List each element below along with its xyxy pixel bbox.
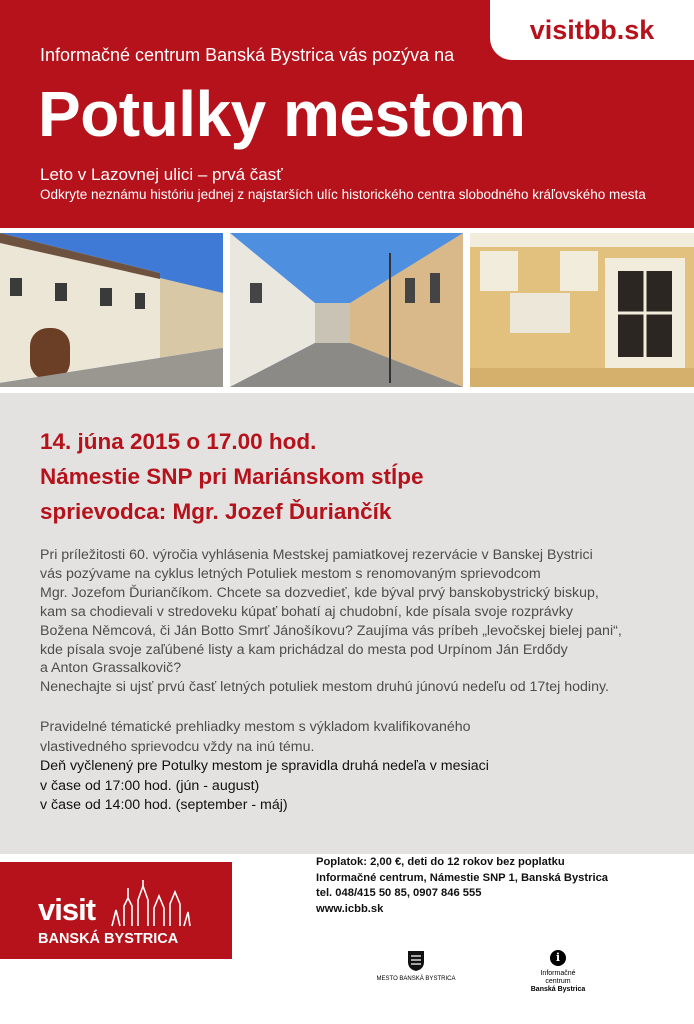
address-line: Informačné centrum, Námestie SNP 1, Banská Bystrica bbox=[316, 871, 609, 884]
event-guide: sprievodca: Mgr. Jozef Ďuriančík bbox=[40, 499, 392, 524]
building-photo-3 bbox=[470, 233, 694, 387]
info-centre-line1: Informačné centrum bbox=[540, 970, 576, 985]
contact-info bbox=[316, 855, 608, 917]
intro-text: Informačné centrum Banská Bystrica vás pozýva na bbox=[40, 45, 455, 65]
body-line: kde písala svoje zaľúbené listy a kam prichádzal do mesta pod Urpínom Ján Erdődy bbox=[40, 641, 568, 658]
body-line: kam sa chodievali v stredoveku kúpať bohatí aj chudobní, kde písala svoje rozprávky bbox=[40, 603, 573, 620]
body-line: Božena Němcová, či Ján Botto Smrť Jánošíkovu? Zaujíma vás príbeh „levočskej bielej pani“, bbox=[40, 622, 622, 639]
event-place: Námestie SNP pri Mariánskom stĺpe bbox=[40, 464, 424, 489]
logo-visit-text: visit bbox=[38, 892, 96, 927]
schedule-line: Deň vyčlenený pre Potulky mestom je spravidla druhá nedeľa v mesiaci bbox=[40, 758, 489, 774]
visit-bb-logo bbox=[0, 862, 232, 959]
body-line: Mgr. Jozefom Ďuriančíkom. Chcete sa dozvedieť, kde býval prvý banskobystrický biskup, bbox=[40, 584, 599, 601]
info-icon: i bbox=[550, 950, 566, 966]
schedule-line: vlastivedného sprievodcu vždy na inú tému. bbox=[40, 738, 315, 755]
event-details bbox=[40, 424, 423, 529]
fee-line: Poplatok: 2,00 €, deti do 12 rokov bez poplatku bbox=[316, 856, 565, 868]
info-centre-logo bbox=[528, 950, 588, 994]
street-photo-1 bbox=[0, 233, 223, 387]
photo-strip bbox=[0, 233, 694, 387]
skyline-icon bbox=[110, 878, 192, 928]
description: Odkryte neznámu históriu jednej z najstarších ulíc historického centra slobodného kráľovského mesta bbox=[40, 187, 646, 202]
body-line: vás pozývame na cyklus letných Potuliek mestom s renomovaným sprievodcom bbox=[40, 565, 541, 582]
info-centre-line2: Banská Bystrica bbox=[530, 986, 586, 993]
city-logo bbox=[368, 950, 464, 982]
schedule-line: Pravidelné tématické prehliadky mestom s výkladom kvalifikovaného bbox=[40, 719, 471, 735]
header-banner bbox=[0, 0, 694, 228]
page-title: Potulky mestom bbox=[38, 78, 526, 150]
phone-line: tel. 048/415 50 85, 0907 846 555 bbox=[316, 887, 482, 899]
event-date: 14. júna 2015 o 17.00 hod. bbox=[40, 429, 317, 454]
city-logo-text: MESTO BANSKÁ BYSTRICA bbox=[376, 976, 456, 982]
schedule-line: v čase od 14:00 hod. (september - máj) bbox=[40, 797, 288, 813]
website-link[interactable]: www.icbb.sk bbox=[316, 902, 384, 915]
street-photo-2 bbox=[230, 233, 463, 387]
body-line: Pri príležitosti 60. výročia vyhlásenia Mestskej pamiatkovej rezervácie v Banskej Bystrici bbox=[40, 547, 593, 563]
body-line: a Anton Grassalkovič? bbox=[40, 660, 182, 677]
schedule-line: v čase od 17:00 hod. (jún - august) bbox=[40, 777, 260, 794]
subtitle: Leto v Lazovnej ulici – prvá časť bbox=[40, 165, 283, 184]
logo-city-text: BANSKÁ BYSTRICA bbox=[38, 931, 179, 947]
event-description bbox=[40, 546, 670, 697]
website-badge[interactable]: visitbb.sk bbox=[490, 0, 694, 60]
body-line: Nenechajte si ujsť prvú časť letných potuliek mestom druhú júnovú nedeľu od 17tej hodiny. bbox=[40, 679, 609, 696]
schedule-info bbox=[40, 718, 670, 816]
coat-of-arms-icon bbox=[407, 950, 425, 972]
